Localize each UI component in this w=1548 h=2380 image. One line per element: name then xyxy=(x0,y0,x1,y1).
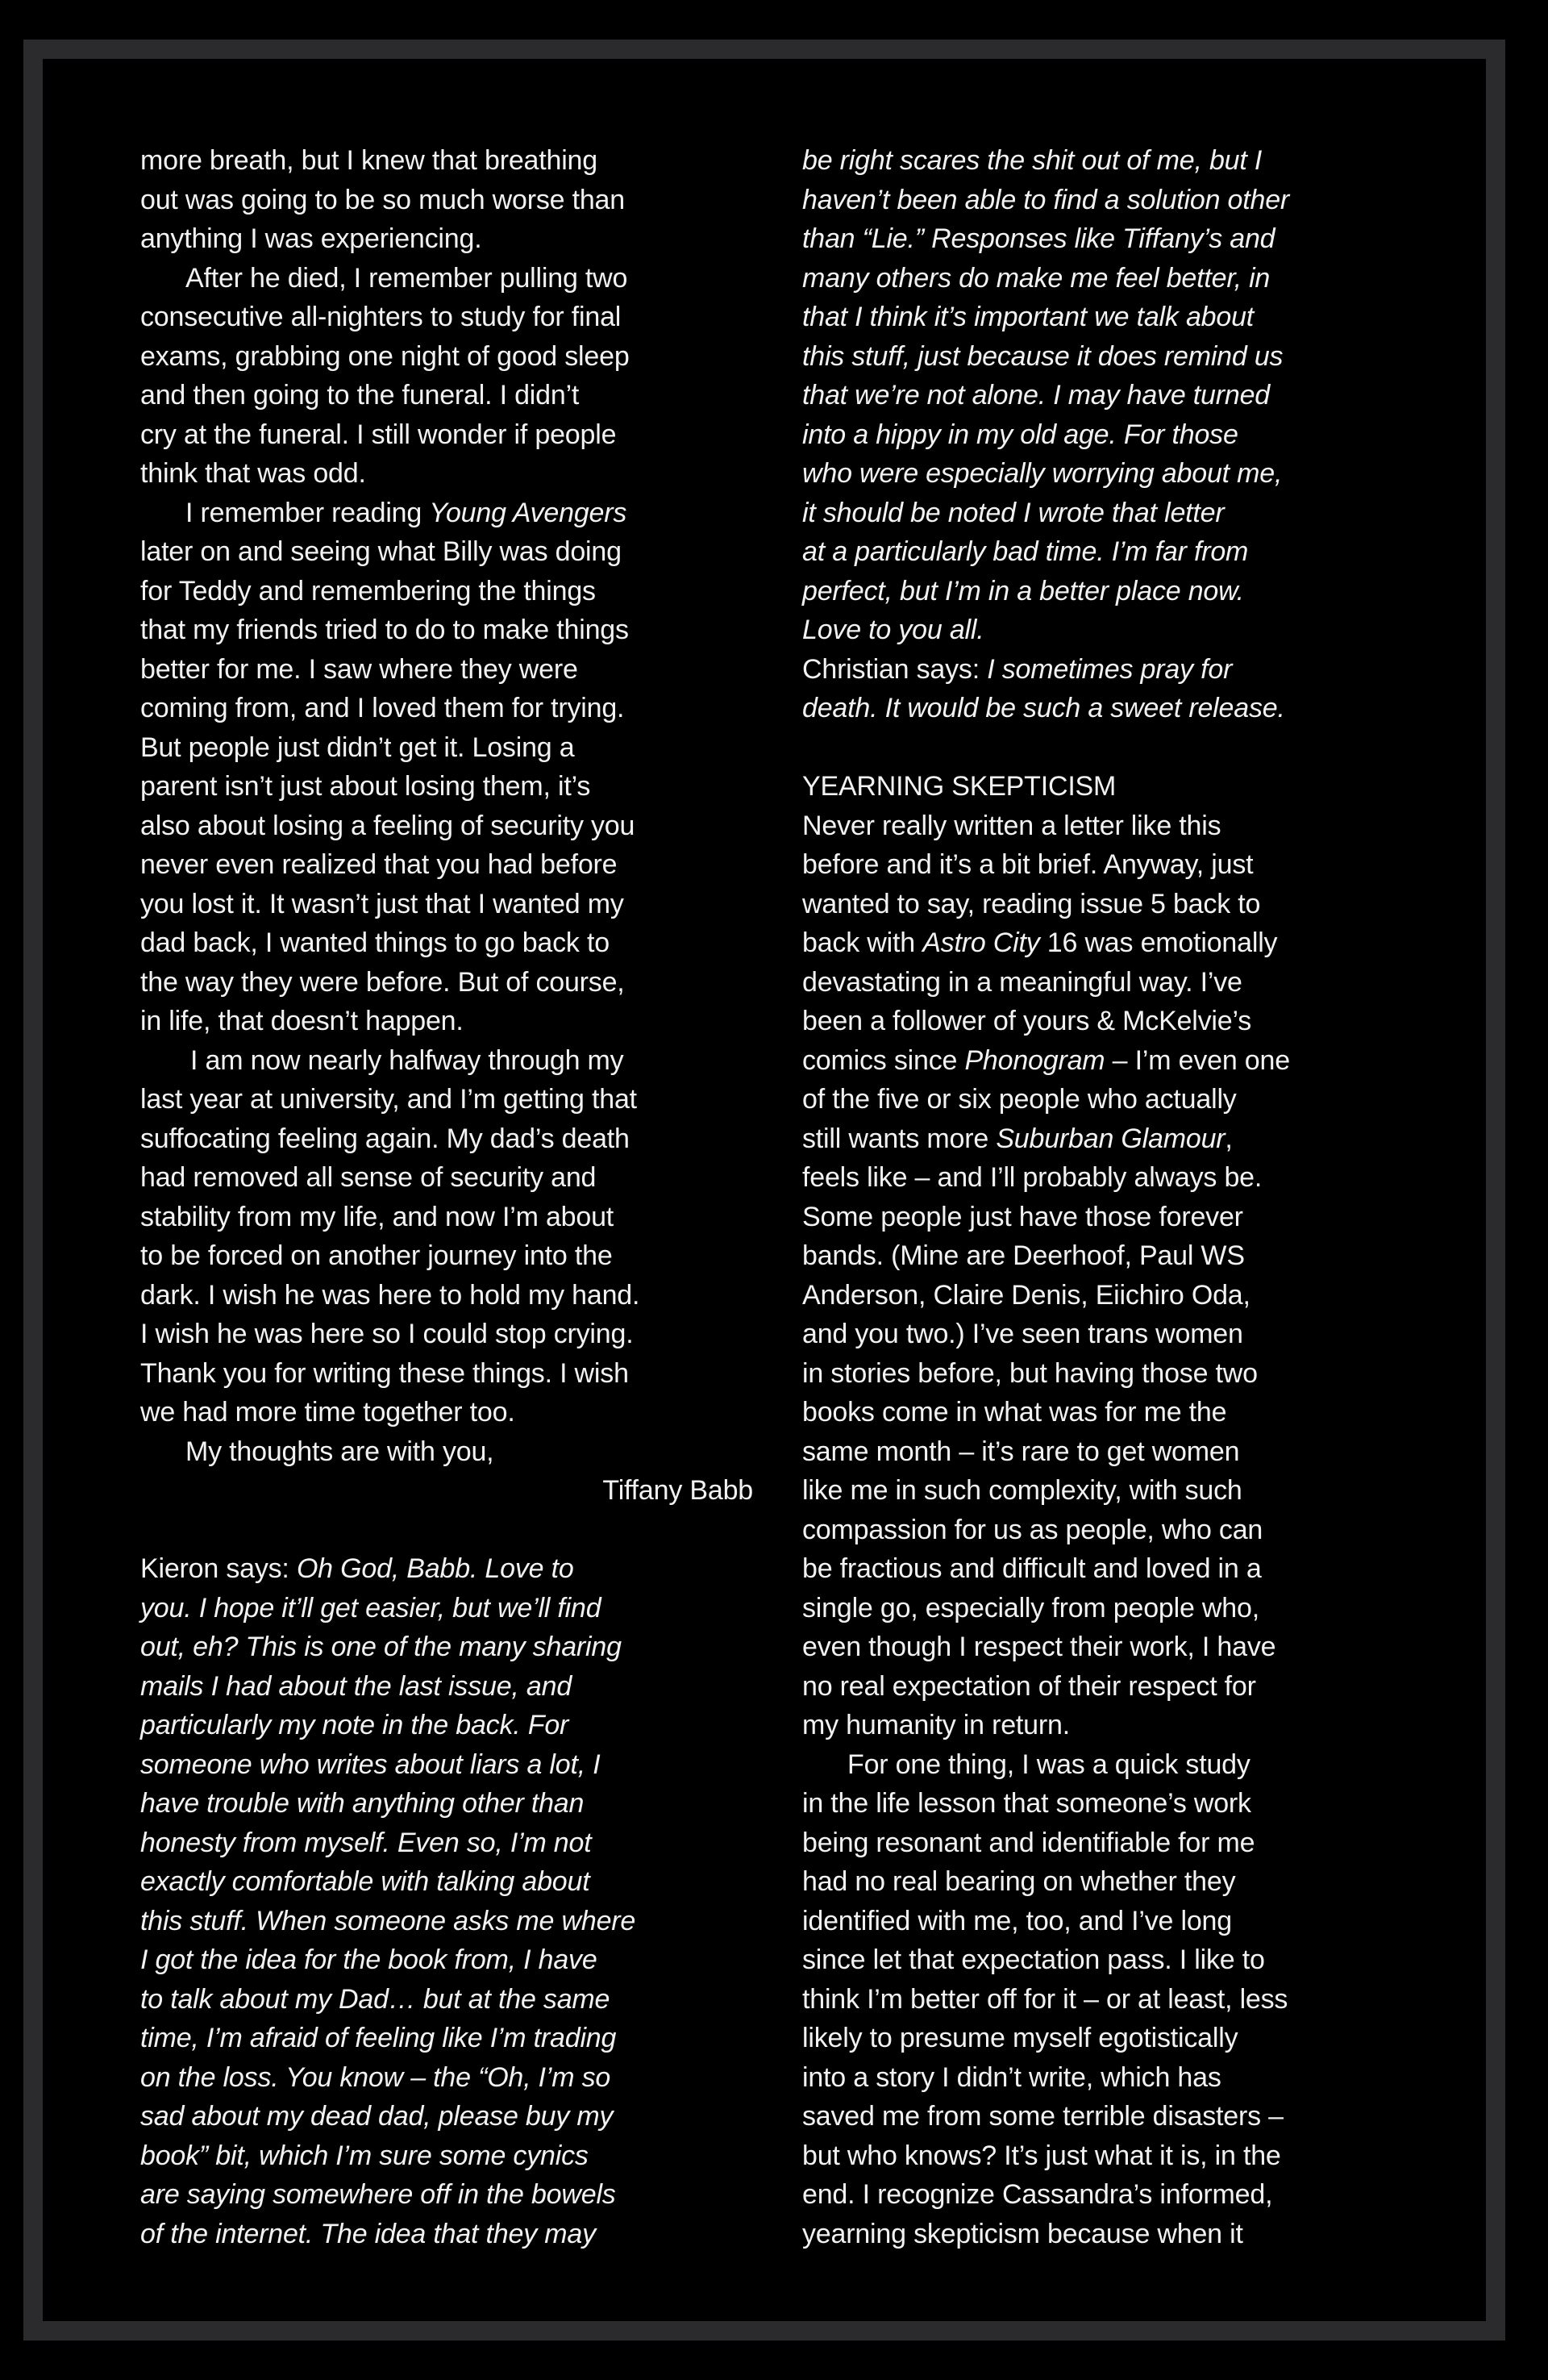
text-line: that my friends tried to do to make things xyxy=(140,615,629,645)
text-line xyxy=(140,1549,753,1589)
book-title: Suburban Glamour xyxy=(996,1123,1226,1154)
reply-text: I sometimes pray for xyxy=(987,653,1233,685)
text-line: out, eh? This is one of the many sharing xyxy=(140,1632,622,1662)
text-line: and you two.) I’ve seen trans women xyxy=(802,1319,1243,1349)
text-line: been a follower of yours & McKelvie’s xyxy=(802,1006,1252,1036)
text-line: into a hippy in my old age. For those xyxy=(802,419,1238,450)
kieron-reply xyxy=(140,1549,753,2253)
text-line: of the five or six people who actually xyxy=(802,1084,1237,1115)
text-run: , xyxy=(1225,1123,1233,1154)
text-line: more breath, but I knew that breathing xyxy=(140,145,597,176)
text-line: that we’re not alone. I may have turned xyxy=(802,380,1270,411)
text-line: many others do make me feel better, in xyxy=(802,262,1271,294)
paragraph-funeral xyxy=(140,259,753,494)
text-line: likely to presume myself egotistically xyxy=(802,2023,1238,2053)
text-line: this stuff, just because it does remind us xyxy=(802,340,1284,372)
text-line: yearning skepticism because when it xyxy=(802,2218,1243,2249)
text-line: had no real bearing on whether they xyxy=(802,1866,1236,1897)
text-line: like me in such complexity, with such xyxy=(802,1475,1242,1506)
text-line: in stories before, but having those two xyxy=(802,1357,1258,1389)
text-line: think that was odd. xyxy=(140,458,366,489)
text-line: into a story I didn’t write, which has xyxy=(802,2061,1221,2093)
text-line xyxy=(802,650,1415,690)
text-line: since let that expectation pass. I like to xyxy=(802,1944,1265,1975)
text-line: it should be noted I wrote that letter xyxy=(802,497,1225,528)
text-line: saved me from some terrible disasters – xyxy=(802,2101,1284,2132)
text-line: consecutive all-nighters to study for final xyxy=(140,302,622,332)
text-line: being resonant and identifiable for me xyxy=(802,1827,1255,1858)
text-line: on the loss. You know – the “Oh, I’m so xyxy=(140,2061,611,2093)
text-line: I am now nearly halfway through my xyxy=(190,1044,624,1076)
text-line: no real expectation of their respect for xyxy=(802,1670,1256,1702)
text-line: to be forced on another journey into the xyxy=(140,1240,613,1271)
text-line: never even realized that you had before xyxy=(140,849,618,880)
text-line xyxy=(140,494,753,533)
text-line: compassion for us as people, who can xyxy=(802,1514,1263,1545)
text-line: for Teddy and remembering the things xyxy=(140,575,596,606)
speaker-label: Kieron says: xyxy=(140,1553,297,1584)
text-line: this stuff. When someone asks me where xyxy=(140,1905,636,1936)
text-line: feels like – and I’ll probably always be. xyxy=(802,1162,1263,1193)
text-line: death. It would be such a sweet release. xyxy=(802,693,1285,723)
text-line: single go, especially from people who, xyxy=(802,1592,1259,1623)
kieron-reply-continued xyxy=(802,141,1415,650)
text-line: later on and seeing what Billy was doing xyxy=(140,536,622,567)
text-line: out was going to be so much worse than xyxy=(140,184,625,215)
letter-paragraph-1 xyxy=(802,807,1415,1745)
text-line: who were especially worrying about me, xyxy=(802,458,1283,489)
text-line xyxy=(802,923,1415,963)
text-line: in the life lesson that someone’s work xyxy=(802,1788,1251,1819)
text-line: be fractious and difficult and loved in a xyxy=(802,1553,1262,1584)
text-line: particularly my note in the back. For xyxy=(140,1710,569,1740)
text-line: have trouble with anything other than xyxy=(140,1788,585,1819)
christian-reply xyxy=(802,650,1415,728)
text-line: Thank you for writing these things. I wish xyxy=(140,1357,629,1389)
text-line: books come in what was for me the xyxy=(802,1397,1227,1428)
text-run: still wants more xyxy=(802,1123,997,1154)
text-line: stability from my life, and now I’m about xyxy=(140,1201,614,1232)
text-line: mails I had about the last issue, and xyxy=(140,1670,572,1702)
text-line: are saying somewhere off in the bowels xyxy=(140,2179,616,2210)
text-line: Love to you all. xyxy=(802,615,984,645)
letter-paragraph-2 xyxy=(802,1745,1415,2254)
text-line: dad back, I wanted things to go back to xyxy=(140,927,610,958)
text-line: Some people just have those forever xyxy=(802,1201,1243,1232)
text-run: I remember reading xyxy=(185,497,430,528)
text-line: that I think it’s important we talk about xyxy=(802,302,1255,332)
spacer xyxy=(140,1511,753,1550)
text-run: back with xyxy=(802,927,923,958)
paragraph-university xyxy=(140,1041,753,1432)
spacer xyxy=(802,728,1415,768)
text-line: exams, grabbing one night of good sleep xyxy=(140,340,630,372)
text-line: sad about my dead dad, please buy my xyxy=(140,2101,614,2132)
text-line xyxy=(802,1041,1415,1081)
text-line: identified with me, too, and I’ve long xyxy=(802,1905,1232,1936)
text-line: parent isn’t just about losing them, it’s xyxy=(140,771,591,802)
book-title: Young Avengers xyxy=(429,497,627,528)
text-line: but who knows? It’s just what it is, in the xyxy=(802,2140,1281,2171)
text-line: bands. (Mine are Deerhoof, Paul WS xyxy=(802,1240,1245,1271)
text-line: than “Lie.” Responses like Tiffany’s and xyxy=(802,223,1275,254)
text-line: honesty from myself. Even so, I’m not xyxy=(140,1827,592,1858)
text-line: exactly comfortable with talking about xyxy=(140,1866,590,1897)
text-line: we had more time together too. xyxy=(140,1397,515,1428)
text-line: and then going to the funeral. I didn’t xyxy=(140,380,580,411)
text-line: in life, that doesn’t happen. xyxy=(140,1006,464,1036)
letter-ending xyxy=(140,141,753,259)
text-line: anything I was experiencing. xyxy=(140,223,482,254)
text-line: coming from, and I loved them for trying. xyxy=(140,693,625,723)
book-title: Phonogram xyxy=(964,1044,1105,1076)
text-line: even though I respect their work, I have xyxy=(802,1632,1276,1662)
text-run: comics since xyxy=(802,1044,965,1076)
text-line: For one thing, I was a quick study xyxy=(847,1749,1250,1780)
text-line: After he died, I remember pulling two xyxy=(185,262,628,294)
reply-text: Oh God, Babb. Love to xyxy=(296,1553,574,1584)
text-line: time, I’m afraid of feeling like I’m trading xyxy=(140,2023,617,2053)
text-line: last year at university, and I’m getting that xyxy=(140,1084,637,1115)
left-column xyxy=(140,141,753,2253)
text-line: the way they were before. But of course, xyxy=(140,966,625,998)
text-line xyxy=(802,1119,1415,1159)
text-line: before and it’s a bit brief. Anyway, just xyxy=(802,849,1254,880)
text-line: same month – it’s rare to get women xyxy=(802,1436,1240,1467)
text-line: be right scares the shit out of me, but I xyxy=(802,145,1263,176)
text-line: had removed all sense of security and xyxy=(140,1162,597,1193)
text-line: wanted to say, reading issue 5 back to xyxy=(802,888,1261,919)
text-line: at a particularly bad time. I’m far from xyxy=(802,536,1249,567)
text-line: cry at the funeral. I still wonder if people xyxy=(140,419,617,450)
book-title: Astro City xyxy=(922,927,1040,958)
letter-signature: Tiffany Babb xyxy=(602,1475,753,1506)
text-line: Anderson, Claire Denis, Eiichiro Oda, xyxy=(802,1279,1250,1311)
paragraph-young-avengers xyxy=(140,494,753,1041)
text-line: Never really written a letter like this xyxy=(802,810,1221,841)
text-line: also about losing a feeling of security you xyxy=(140,810,635,841)
letter-signoff: My thoughts are with you, xyxy=(185,1436,494,1467)
text-line: devastating in a meaningful way. I’ve xyxy=(802,966,1242,998)
text-line: haven’t been able to find a solution other xyxy=(802,184,1290,215)
text-run: – I’m even one xyxy=(1105,1044,1290,1076)
text-line: end. I recognize Cassandra’s informed, xyxy=(802,2179,1273,2210)
text-line: think I’m better off for it – or at least, less xyxy=(802,1983,1288,2015)
text-line: dark. I wish he was here to hold my hand. xyxy=(140,1279,640,1311)
text-run: 16 was emotionally xyxy=(1039,927,1278,958)
speaker-label: Christian says: xyxy=(802,653,988,685)
text-line: I got the idea for the book from, I have xyxy=(140,1944,597,1975)
text-line: of the internet. The idea that they may xyxy=(140,2218,596,2249)
text-line: But people just didn’t get it. Losing a xyxy=(140,732,575,763)
text-line: someone who writes about liars a lot, I xyxy=(140,1749,601,1780)
text-line: book” bit, which I’m sure some cynics xyxy=(140,2140,589,2171)
right-column xyxy=(802,141,1415,2253)
text-line: better for me. I saw where they were xyxy=(140,653,578,685)
text-line: to talk about my Dad… but at the same xyxy=(140,1983,610,2015)
letter-heading: YEARNING SKEPTICISM xyxy=(802,771,1117,802)
text-line: suffocating feeling again. My dad’s death xyxy=(140,1123,630,1154)
text-line: perfect, but I’m in a better place now. xyxy=(802,575,1244,606)
text-line: you. I hope it’ll get easier, but we’ll find xyxy=(140,1592,601,1623)
text-line: my humanity in return. xyxy=(802,1710,1070,1740)
text-line: I wish he was here so I could stop crying. xyxy=(140,1319,634,1349)
text-line: you lost it. It wasn’t just that I wanted my xyxy=(140,888,624,919)
